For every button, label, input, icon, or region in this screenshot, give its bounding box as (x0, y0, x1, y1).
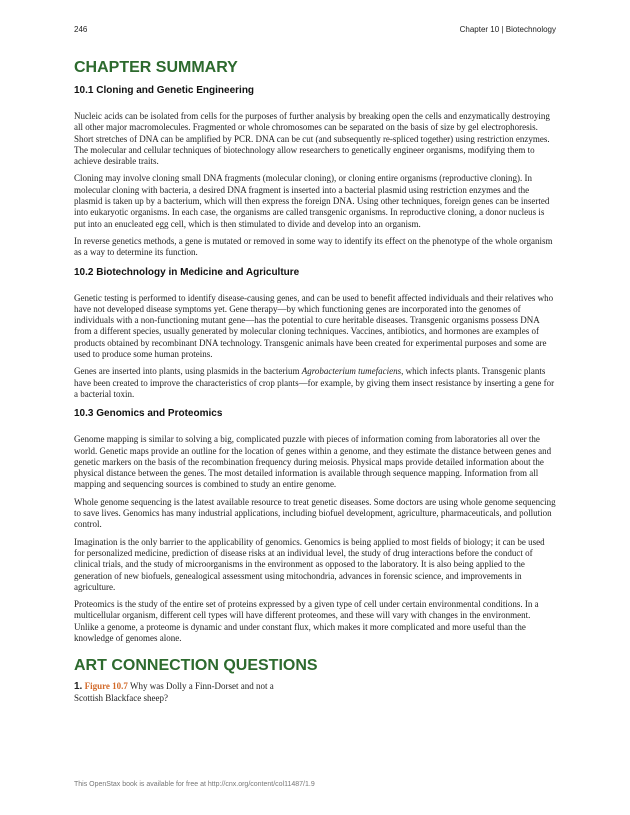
section-10-3 (74, 407, 556, 644)
question-text: Why was Dolly a Finn-Dorset and not a Scottish Blackface sheep? (74, 681, 274, 703)
paragraph: Nucleic acids can be isolated from cells for the purposes of further analysis by breaking open the cells and enzymatically destroying all other major macromolecules. Fragmented or whole chromosomes can be separated on the basis of size by gel electrophoresis. Short stretches of DNA can be amplified by PCR. DNA can be cut (and subsequently re-spliced together) using restriction enzymes. The molecular and cellular techniques of biotechnology allow researchers to genetically engineer organisms, modifying them to achieve desirable traits. (74, 111, 550, 167)
paragraph: Genome mapping is similar to solving a big, complicated puzzle with pieces of information coming from laboratories all over the world. Genetic maps provide an outline for the location of genes within a genome, and they estimate the distance between genes and genetic markers on the basis of the recombination frequency during meiosis. Physical maps provide detailed information about the physical distance between the genes. The most detailed information is available through sequence mapping. Information from all mapping and sequencing sources is combined to study an entire genome. (74, 434, 552, 490)
paragraph: In reverse genetics methods, a gene is mutated or removed in some way to identify its effect on the phenotype of the whole organism as a way to determine its function. (74, 235, 553, 258)
paragraph-text: , which infects plants. Transgenic plants have been created to improve the characteristics of crop plants—for example, by giving them insect resistance by inserting a gene for a bacterial toxin. (74, 366, 555, 399)
running-header: Chapter 10 | Biotechnology (459, 25, 556, 34)
paragraph: Imagination is the only barrier to the applicability of genomics. Genomics is being applied to most fields of biology; it can be used for personalized medicine, prediction of disease risks at an individual level, the study of drug interactions before the conduct of clinical trials, and the study of microorganisms in the environment as opposed to the laboratory. It is also being applied to the generation of new biofuels, genealogical assessment using mitochondria, advances in forensic science, and improvements in agriculture. (74, 536, 545, 592)
section-title: 10.3 Genomics and Proteomics (74, 408, 223, 420)
section-title: 10.2 Biotechnology in Medicine and Agriculture (74, 266, 300, 278)
chapter-summary-heading: CHAPTER SUMMARY (74, 59, 238, 76)
footer-note: This OpenStax book is available for free at http://cnx.org/content/col11487/1.9 (74, 781, 315, 788)
species-name: Agrobacterium tumefaciens (301, 366, 402, 377)
page-number: 246 (74, 25, 88, 34)
section-10-2 (74, 266, 556, 401)
page-content (74, 58, 556, 710)
paragraph: Genetic testing is performed to identify disease-causing genes, and can be used to benefit affected individuals and their relatives who have not developed disease symptoms yet. Gene therapy—by which functioning genes are incorporated into the genomes of individuals with a non-functioning mutant gene—has the potential to cure heritable diseases. Transgenic organisms possess DNA from a different species, usually generated by molecular cloning techniques. Vaccines, antibiotics, and hormones are examples of products obtained by recombinant DNA technology. Transgenic animals have been created for experimental purposes and some are used to produce some human proteins. (74, 292, 554, 360)
paragraph: Cloning may involve cloning small DNA fragments (molecular cloning), or cloning entire organisms (reproductive cloning). In molecular cloning with bacteria, a desired DNA fragment is inserted into a bacterial plasmid using restriction enzymes and the plasmid is taken up by a bacterium, which will then express the foreign DNA. Using other techniques, foreign genes can be inserted into eukaryotic organisms. In each case, the organisms are called transgenic organisms. In reproductive cloning, a donor nucleus is put into an enucleated egg cell, which is then stimulated to divide and develop into an organism. (74, 173, 550, 229)
paragraph: Proteomics is the study of the entire set of proteins expressed by a given type of cell under certain environmental conditions. In a multicellular organism, different cell types will have different proteomes, and these will vary with changes in the environment. Unlike a genome, a proteome is dynamic and under constant flux, which makes it more complicated and more useful than the knowledge of genomes alone. (74, 599, 539, 643)
section-10-1 (74, 84, 556, 259)
paragraph (74, 366, 556, 400)
question-1 (74, 681, 300, 704)
paragraph-text: Genes are inserted into plants, using plasmids in the bacterium (74, 366, 302, 377)
question-number: 1. (74, 681, 83, 693)
paragraph: Whole genome sequencing is the latest available resource to treat genetic diseases. Some doctors are using whole genome sequencing to save lives. Genomics has many industrial applications, including biofuel development, agriculture, pharmaceuticals, and pollution control. (74, 496, 556, 530)
art-connection-heading: ART CONNECTION QUESTIONS (74, 657, 318, 675)
section-title: 10.1 Cloning and Genetic Engineering (74, 85, 255, 96)
figure-link[interactable]: Figure 10.7 (84, 681, 128, 692)
